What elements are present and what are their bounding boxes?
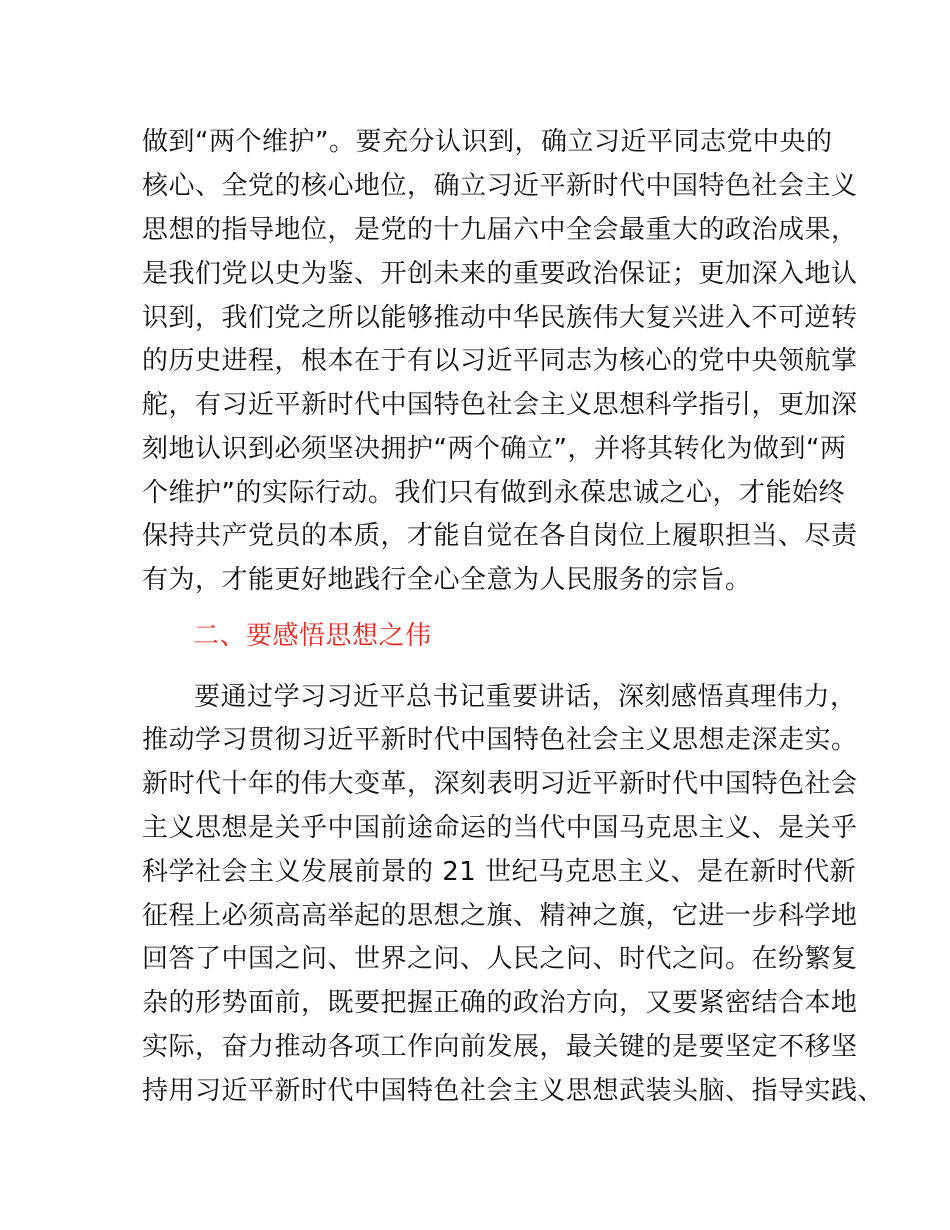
paragraph-line: 征程上必须高高举起的思想之旗、精神之旗，它进一步科学地 bbox=[142, 901, 858, 931]
paragraph-line: 思想的指导地位，是党的十九届六中全会最重大的政治成果， bbox=[142, 215, 858, 245]
paragraph-line: 核心、全党的核心地位，确立习近平新时代中国特色社会主义 bbox=[142, 171, 858, 201]
paragraph-line: 的历史进程，根本在于有以习近平同志为核心的党中央领航掌 bbox=[142, 346, 858, 376]
section-heading: 二、要感悟思想之伟 bbox=[193, 621, 432, 651]
paragraph-line: 舵，有习近平新时代中国特色社会主义思想科学指引，更加深 bbox=[142, 390, 858, 420]
paragraph-line: 识到，我们党之所以能够推动中华民族伟大复兴进入不可逆转 bbox=[142, 303, 858, 333]
paragraph-line: 实际，奋力推动各项工作向前发展，最关键的是要坚定不移坚 bbox=[142, 1032, 858, 1062]
paragraph-line: 回答了中国之问、世界之问、人民之问、时代之问。在纷繁复 bbox=[142, 944, 858, 974]
paragraph-line: 保持共产党员的本质，才能自觉在各自岗位上履职担当、尽责 bbox=[142, 521, 858, 551]
paragraph-line: 个维护”的实际行动。我们只有做到永葆忠诚之心，才能始终 bbox=[142, 478, 845, 508]
paragraph-line: 做到“两个维护”。要充分认识到，确立习近平同志党中央的 bbox=[142, 127, 833, 157]
paragraph-line: 刻地认识到必须坚决拥护“两个确立”，并将其转化为做到“两 bbox=[142, 434, 847, 464]
paragraph-line: 杂的形势面前，既要把握正确的政治方向，又要紧密结合本地 bbox=[142, 988, 858, 1018]
paragraph-line: 要通过学习习近平总书记重要讲话，深刻感悟真理伟力， bbox=[194, 682, 857, 712]
paragraph-line: 持用习近平新时代中国特色社会主义思想武装头脑、指导实践、 bbox=[142, 1076, 885, 1106]
paragraph-line: 新时代十年的伟大变革，深刻表明习近平新时代中国特色社会 bbox=[142, 769, 858, 799]
paragraph-line: 推动学习贯彻习近平新时代中国特色社会主义思想走深走实。 bbox=[142, 725, 858, 755]
paragraph-line: 科学社会主义发展前景的 21 世纪马克思主义、是在新时代新 bbox=[142, 857, 857, 887]
paragraph-line: 主义思想是关乎中国前途命运的当代中国马克思主义、是关乎 bbox=[142, 813, 858, 843]
paragraph-line: 是我们党以史为鉴、开创未来的重要政治保证；更加深入地认 bbox=[142, 259, 858, 289]
paragraph-line: 有为，才能更好地践行全心全意为人民服务的宗旨。 bbox=[142, 565, 752, 595]
